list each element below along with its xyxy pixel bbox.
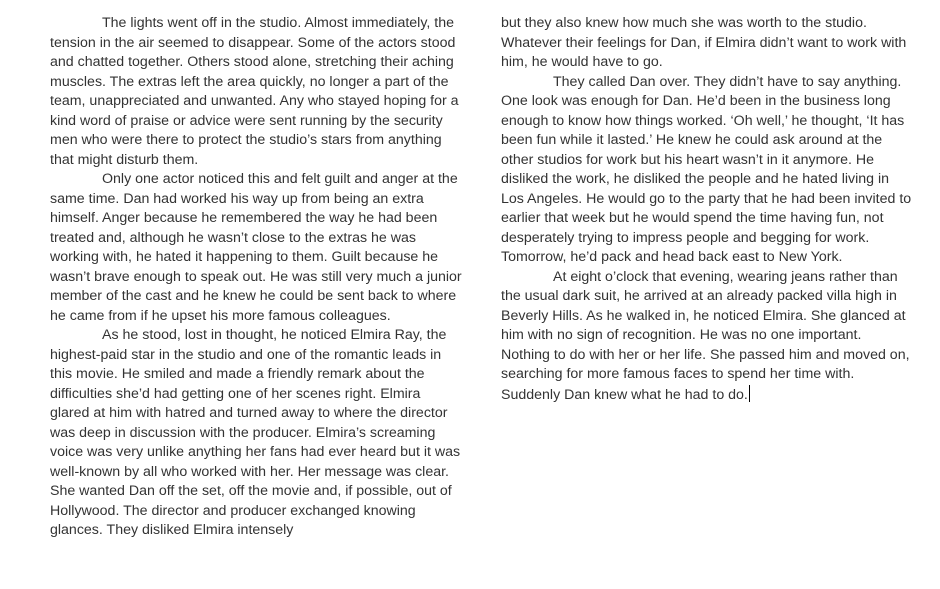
- last-paragraph-text: At eight o’clock that evening, wearing jeans rather than the usual dark suit, he arrived at an already packed villa high in Beverly Hills. As he walked in, he noticed Elmira. She glanced at him with no sign of recognition. He was no one important. Nothing to do with her or her life. She passed him and moved on, searching for more famous faces to spend her time with. Suddenly Dan knew what he had to do.: [501, 268, 910, 403]
- text-cursor: [749, 385, 750, 402]
- last-paragraph[interactable]: [501, 268, 913, 406]
- paragraph[interactable]: The lights went off in the studio. Almost immediately, the tension in the air seemed to disappear. Some of the actors stood and chatted together. Others stood alone, stretching their aching muscles. The extras left the area quickly, no longer a part of the team, unappreciated and unwanted. Any who stayed hoping for a kind word of praise or advice were sent running by the security men who were there to protect the studio’s stars from anything that might disturb them.: [50, 15, 459, 168]
- right-column: [501, 14, 913, 405]
- paragraph[interactable]: but they also knew how much she was worth to the studio. Whatever their feelings for Dan, if Elmira didn’t want to work with him, he would have to go.: [501, 15, 907, 70]
- paragraph[interactable]: They called Dan over. They didn’t have to say anything. One look was enough for Dan. He’d been in the business long enough to know how things worked. ‘Oh well,’ he thought, ‘It has been fun while it lasted.’ He knew he could ask around at the other studios for work but his heart wasn’t in it anymore. He disliked the work, he disliked the people and he hated living in Los Angeles. He would go to the party that he had been invited to earlier that week but he would spend the time having fun, not desperately trying to impress people and begging for work. Tomorrow, he’d pack and head back east to New York.: [501, 73, 912, 265]
- left-column: [50, 14, 462, 541]
- paragraph[interactable]: As he stood, lost in thought, he noticed Elmira Ray, the highest-paid star in the studio and one of the romantic leads in this movie. He smiled and made a friendly remark about the difficulties she’d had getting one of her scenes right. Elmira glared at him with hatred and turned away to where the director was deep in discussion with the producer. Elmira’s screaming voice was very unlike anything her fans had ever heard but it was well-known by all who worked with her. Her message was clear. She wanted Dan off the set, off the movie and, if possible, out of Hollywood. The director and producer exchanged knowing glances. They disliked Elmira intensely: [50, 327, 461, 538]
- paragraph[interactable]: Only one actor noticed this and felt guilt and anger at the same time. Dan had worked his way up from being an extra himself. Anger because he remembered the way he had been treated and, although he wasn’t close to the extras he was working with, he hated it happening to them. Guilt because he wasn’t brave enough to speak out. He was still very much a junior member of the cast and he knew he could be sent back to where he came from if he upset his more famous colleagues.: [50, 171, 462, 324]
